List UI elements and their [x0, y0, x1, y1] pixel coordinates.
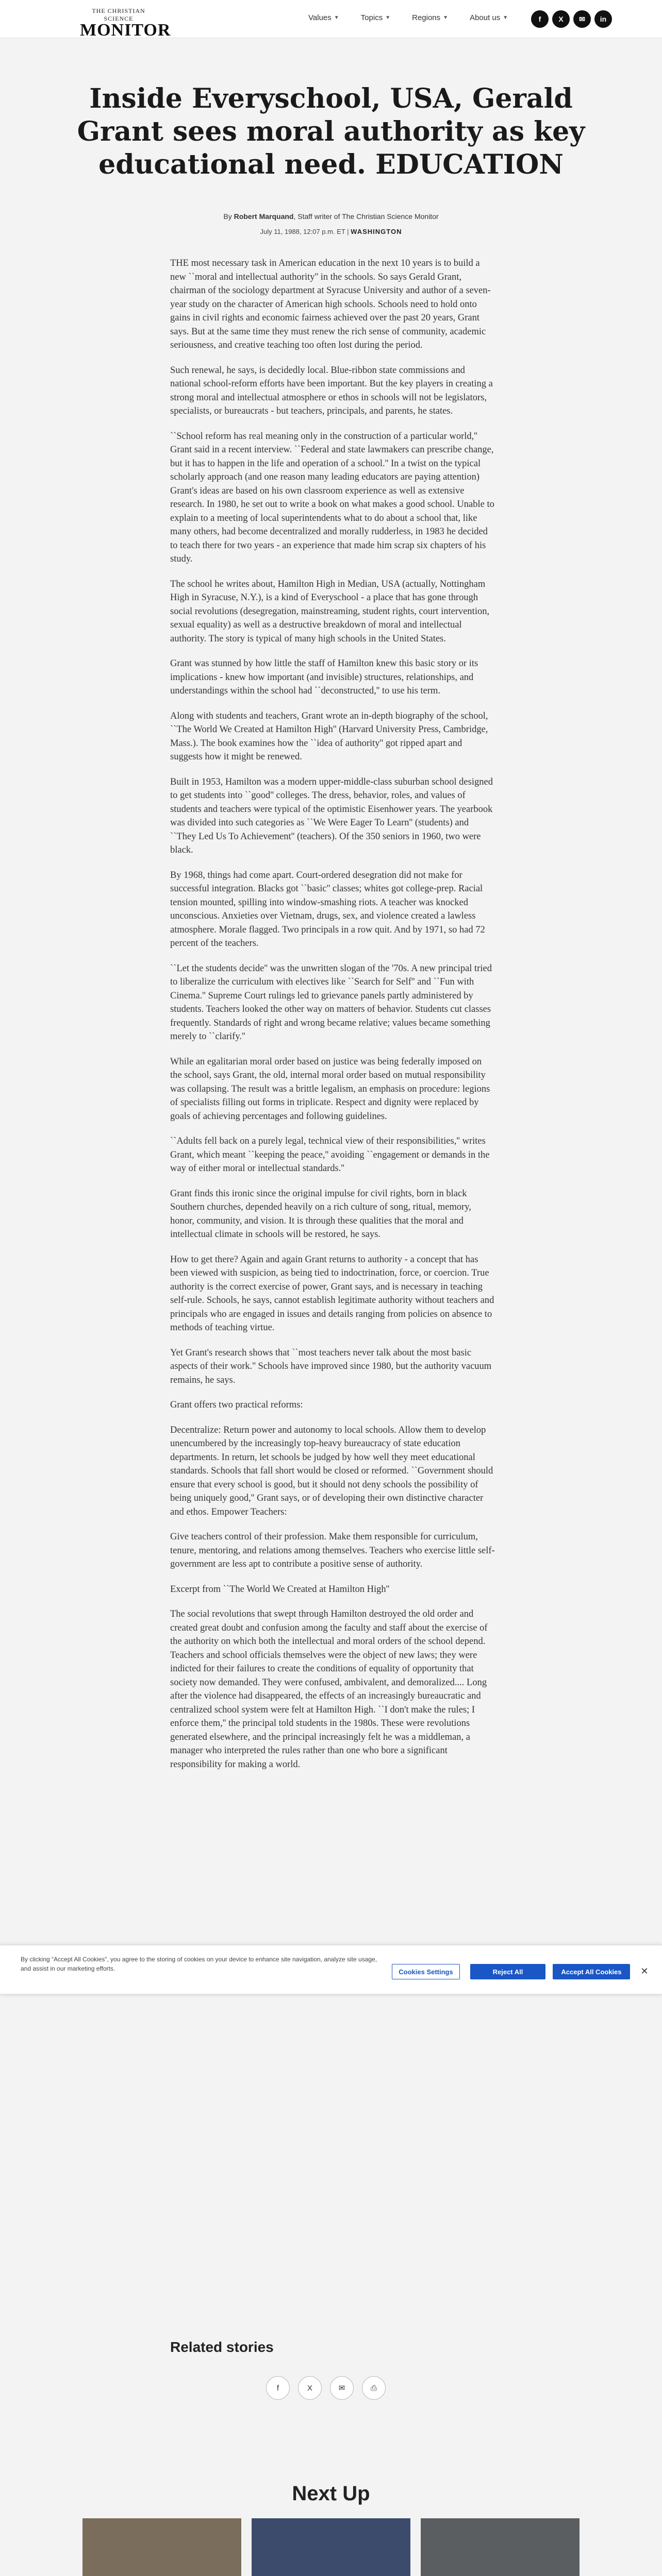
- site-logo[interactable]: [80, 7, 171, 40]
- next-up-card[interactable]: [421, 2518, 580, 2576]
- accept-all-cookies-button[interactable]: Accept All Cookies: [553, 1964, 630, 1979]
- article-paragraph: Decentralize: Return power and autonomy to local schools. Allow them to develop unencumbered by the increasingly top-heavy bureaucracy of state education departments. In return, let schools be judged by how well they meet educational standards. Schools that fall short would be closed or reformed. ``Government should ensure that every school is good, but it should not deny schools the possibility of being uniquely good,'' Grant says, or of developing their own distinctive character and ethos. Empower Teachers:: [170, 1425, 493, 1517]
- article-paragraph: Built in 1953, Hamilton was a modern upper-middle-class suburban school designed to get students into ``good'' colleges. The dress, behavior, roles, and values of students and teachers were typical of the optimistic Eisenhower years. The yearbook was divided into such categories as ``We Were Eager To Learn'' (students) and ``They Led Us To Achievement'' (teachers). Of the 350 seniors in 1960, two were black.: [170, 776, 493, 855]
- next-up-card[interactable]: [252, 2518, 410, 2576]
- article-paragraph: Yet Grant's research shows that ``most teachers never talk about the most basic aspects of their work.'' Schools have improved since 1980, but the authority vacuum remains, he says.: [170, 1347, 492, 1385]
- article-paragraph: Give teachers control of their profession. Make them responsible for curriculum, tenure, mentoring, and relations among themselves. Teachers who exercise little self-government are less apt to contribute a positive sense of authority.: [170, 1532, 495, 1569]
- article-paragraph: The social revolutions that swept through Hamilton destroyed the old order and created great doubt and confusion among the faculty and staff about the exercise of the authority on which both the intellectual and moral orders of the school depend. Teachers and school officials themselves were the object of new laws; they were indicted for their failures to create the conditions of equality of opportunity that society now demanded. They were confused, ambivalent, and demoralized.... Long after the violence had disappeared, the effects of an increasingly bureaucratic and centralized school system were felt at Hamilton High. ``I don't make the rules; I enforce them,'' the principal told students in the 1980s. These were revolutions generated elsewhere, and the principal increasingly felt he was a middleman, a manager who interpreted the rules rather than one who bore a significant responsibility for making a world.: [170, 1609, 488, 1770]
- article-headline: Inside Everyschool, USA, Gerald Grant sees moral authority as key educational need. EDUCATION: [77, 83, 585, 180]
- nav-values-label: Values: [308, 13, 332, 22]
- article-date: July 11, 1988, 12:07 p.m. ET: [260, 228, 345, 235]
- article-paragraph: Such renewal, he says, is decidedly local. Blue-ribbon state commissions and national school-reform efforts have been important. But the key players in creating a strong moral and intellectual atmosphere or ethos in schools will not be legislators, specialists, or bureaucrats - but teachers, principals, and parents, he states.: [170, 365, 493, 416]
- facebook-share-icon[interactable]: f: [266, 2376, 290, 2400]
- email-share-icon[interactable]: ✉: [330, 2376, 354, 2400]
- nav-about-us[interactable]: [470, 13, 508, 22]
- linkedin-icon[interactable]: in: [594, 10, 612, 28]
- x-twitter-icon[interactable]: X: [552, 10, 570, 28]
- print-icon[interactable]: ⎙: [362, 2376, 386, 2400]
- reject-all-button[interactable]: Reject All: [470, 1964, 545, 1979]
- article-paragraph: ``Let the students decide'' was the unwritten slogan of the '70s. A new principal tried to liberalize the curriculum with electives like ``Search for Self'' and ``Fun with Cinema.'' Supreme Court rulings led to grievance panels partly administered by students. Teachers looked the other way on matters of behavior. Students cut classes frequently. Standards of right and wrong became relative; values became something merely to ``clarify.'': [170, 963, 492, 1042]
- article-body: [170, 257, 495, 1783]
- article-paragraph: ``School reform has real meaning only in the construction of a particular world,'' Grant said in a recent interview. ``Federal and state lawmakers can prescribe change, but it has to happen in the life and operation of a school.'' In a twist on the typical scholarly approach (and one reason many leading educators are paying attention) Grant's ideas are based on his own classroom experience as well as extensive research. In 1980, he set out to write a book on what makes a good school. Unable to explain to a meeting of local superintendents what to do about a school that, like many others, had become decentralized and morally rudderless, in 1983 he decided to teach there for two years - an experience that made him scrap six chapters of his study.: [170, 431, 494, 564]
- article-paragraph: Excerpt from ``The World We Created at Hamilton High'': [170, 1584, 390, 1595]
- facebook-icon[interactable]: f: [531, 10, 549, 28]
- article-dateline: [0, 228, 662, 235]
- author-name[interactable]: Robert Marquand: [234, 212, 294, 221]
- article-paragraph: ``Adults fell back on a purely legal, technical view of their responsibilities,'' writes Grant, which meant ``keeping the peace,'' avoiding ``engagement or demands in the way of either moral or intellectual standards.'': [170, 1136, 490, 1174]
- chevron-down-icon: ▼: [385, 15, 391, 21]
- article-paragraph: Grant offers two practical reforms:: [170, 1400, 303, 1410]
- next-up-card[interactable]: [82, 2518, 241, 2576]
- article-location: WASHINGTON: [351, 228, 402, 235]
- cookie-settings-button[interactable]: Cookies Settings: [392, 1964, 460, 1979]
- article-paragraph: The school he writes about, Hamilton High in Median, USA (actually, Nottingham High in Syracuse, N.Y.), is a kind of Everyschool - a place that has gone through social revolutions (desegregation, mainstreaming, student rights, court intervention, sexual equality) as well as a destructive breakdown of moral and intellectual authority. The story is typical of many high schools in the United States.: [170, 579, 490, 644]
- nav-regions[interactable]: [412, 13, 448, 22]
- chevron-down-icon: ▼: [443, 15, 449, 21]
- article-byline: [0, 212, 662, 221]
- nav-values[interactable]: [308, 13, 339, 22]
- card-image[interactable]: [252, 2518, 410, 2576]
- cookie-banner: [0, 1945, 662, 1994]
- close-icon[interactable]: ✕: [640, 1965, 649, 1976]
- article-paragraph: Grant finds this ironic since the original impulse for civil rights, born in black Southern churches, depended heavily on a rich culture of song, ritual, memory, honor, community, and vision. It is through these qualities that the moral and intellectual climate in schools will be restored, he says.: [170, 1188, 471, 1240]
- logo-small-text: THE CHRISTIAN SCIENCE: [92, 7, 145, 22]
- logo-big-text: MONITOR: [80, 21, 171, 40]
- chevron-down-icon: ▼: [334, 15, 339, 21]
- article-paragraph: How to get there? Again and again Grant returns to authority - a concept that has been viewed with suspicion, as being tied to indoctrination, force, or coercion. True authority is the correct exercise of power, Grant says, and is necessary in teaching self-rule. Schools, he says, cannot establish legitimate authority without teachers and principals who are engaged in issues and details ranging from policies on absence to methods of teaching virtue.: [170, 1254, 494, 1333]
- related-stories-heading: Related stories: [170, 2339, 274, 2355]
- byline-suffix: , Staff writer of The Christian Science Monitor: [293, 212, 439, 221]
- site-header: [0, 0, 662, 38]
- nav-about-label: About us: [470, 13, 501, 22]
- header-share-icons: [531, 10, 616, 28]
- article-paragraph: Grant was stunned by how little the staff of Hamilton knew this basic story or its implications - knew how important (and invisible) structures, relationships, and understandings within the school had ``deconstructed,'' to use his term.: [170, 658, 478, 696]
- nav-regions-label: Regions: [412, 13, 441, 22]
- card-image[interactable]: [421, 2518, 580, 2576]
- article-paragraph: By 1968, things had come apart. Court-ordered desegration did not make for successful integration. Blacks got ``basic'' classes; whites got college-prep. Racial tension mounted, spilling into window-smashing riots. A teacher was knocked unconscious. Anxieties over Vietnam, drugs, sex, and violence created a lawless atmosphere. Morale flagged. Two principals in a row quit. And by 1971, so had 72 percent of the teachers.: [170, 870, 485, 948]
- email-icon[interactable]: ✉: [573, 10, 591, 28]
- card-image[interactable]: [82, 2518, 241, 2576]
- byline-prefix: By: [223, 212, 234, 221]
- nav-topics[interactable]: [361, 13, 390, 22]
- x-share-icon[interactable]: X: [298, 2376, 322, 2400]
- article-share-bar: [266, 2376, 394, 2400]
- chevron-down-icon: ▼: [503, 15, 508, 21]
- next-up-heading: Next Up: [292, 2482, 370, 2505]
- article-paragraph: THE most necessary task in American education in the next 10 years is to build a new ``moral and intellectual authority'' in the schools. So says Gerald Grant, chairman of the sociology department at Syracuse University and author of a seven-year study on the character of American high schools. Schools need to hold onto gains in civil rights and economic fairness achieved over the past 20 years, Grant says. But at the same time they must renew the rich sense of community, academic seriousness, and creative teaching too often lost during the period.: [170, 258, 491, 350]
- nav-topics-label: Topics: [360, 13, 383, 22]
- cookie-banner-text: By clicking “Accept All Cookies”, you agree to the storing of cookies on your device to enhance site navigation, analyze site usage, and assist in our marketing efforts.: [21, 1956, 377, 1972]
- article-paragraph: While an egalitarian moral order based on justice was being federally imposed on the school, says Grant, the old, internal moral order based on mutual responsibility was collapsing. The result was a brittle legalism, an emphasis on procedure: legions of specialists filling out forms in triplicate. Respect and dignity were replaced by goals of achieving percentages and following guidelines.: [170, 1056, 490, 1122]
- main-nav: [308, 13, 529, 22]
- dateline-separator: |: [347, 228, 351, 235]
- article-paragraph: Along with students and teachers, Grant wrote an in-depth biography of the school, ``The World We Created at Hamilton High'' (Harvard University Press, Cambridge, Mass.). The book examines how the ``idea of authority'' got ripped apart and suggests how it might be renewed.: [170, 710, 488, 762]
